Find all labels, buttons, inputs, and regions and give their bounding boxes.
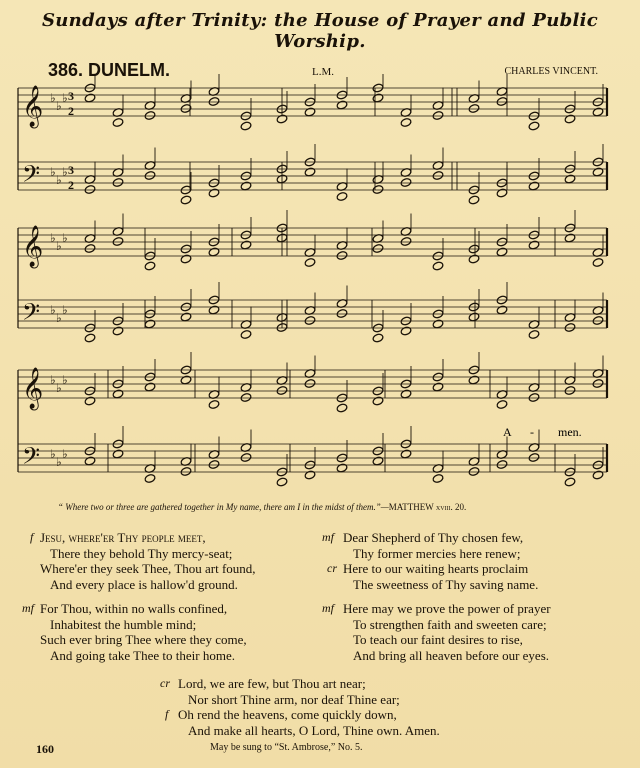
note-head bbox=[144, 382, 156, 392]
note-head bbox=[208, 97, 220, 107]
flat-icon: ♭ bbox=[50, 373, 56, 387]
note-head bbox=[208, 247, 220, 257]
amen-dash: - bbox=[530, 425, 534, 439]
note-head bbox=[528, 240, 540, 250]
flat-icon: ♭ bbox=[62, 231, 68, 245]
time-signature: 3 bbox=[68, 163, 74, 177]
note-head bbox=[432, 261, 444, 271]
staff-lines bbox=[18, 85, 607, 475]
note-head bbox=[240, 330, 252, 340]
note-head bbox=[144, 261, 156, 271]
note-head bbox=[208, 400, 220, 410]
note-head bbox=[304, 316, 316, 326]
note-head bbox=[400, 178, 412, 188]
note-head bbox=[276, 477, 288, 487]
note-head bbox=[432, 111, 444, 121]
note-head bbox=[144, 171, 156, 181]
note-head bbox=[180, 254, 192, 264]
note-head bbox=[372, 456, 384, 466]
verse-2-line-1: For Thou, within no walls confined, bbox=[40, 601, 228, 616]
verse-2 bbox=[40, 601, 247, 663]
flat-icon: ♭ bbox=[62, 165, 68, 179]
note-head bbox=[468, 375, 480, 385]
amen-syllable-men: men. bbox=[558, 425, 582, 439]
note-head bbox=[592, 379, 604, 389]
verse-2-dynamic: mf bbox=[22, 601, 34, 615]
flat-icon: ♭ bbox=[50, 231, 56, 245]
note-head bbox=[400, 449, 412, 459]
amen-syllable-a: A bbox=[503, 425, 512, 439]
verse-3-line-4: The sweetness of Thy saving name. bbox=[353, 576, 539, 592]
note-head bbox=[240, 240, 252, 250]
note-head bbox=[372, 185, 384, 195]
verse-5 bbox=[178, 676, 440, 738]
hymn-number-title: 386. DUNELM. bbox=[48, 60, 171, 80]
page-number: 160 bbox=[36, 742, 54, 756]
note-head bbox=[592, 258, 604, 268]
note-head bbox=[240, 453, 252, 463]
note-head bbox=[468, 254, 480, 264]
note-head bbox=[336, 403, 348, 413]
note-head bbox=[496, 400, 508, 410]
verse-1-line-2: There they behold Thy mercy-seat; bbox=[50, 545, 233, 561]
verse-4-line-3: To teach our faint desires to rise, bbox=[353, 632, 523, 647]
flat-icon: ♭ bbox=[56, 99, 62, 113]
time-signature: 2 bbox=[68, 104, 74, 118]
note-head bbox=[592, 470, 604, 480]
note-head bbox=[468, 104, 480, 114]
hymn-composer: CHARLES VINCENT. bbox=[504, 66, 598, 77]
note-head bbox=[84, 93, 96, 103]
note-head bbox=[112, 326, 124, 336]
note-head bbox=[528, 330, 540, 340]
verse-5-dynamic-2: f bbox=[165, 707, 169, 721]
note-head bbox=[208, 460, 220, 470]
flat-icon: ♭ bbox=[56, 239, 62, 253]
note-head bbox=[208, 305, 220, 315]
treble-clef-icon: 𝄞 bbox=[22, 368, 44, 409]
note-head bbox=[528, 121, 540, 131]
note-head bbox=[336, 463, 348, 473]
note-head bbox=[112, 449, 124, 459]
flat-icon: ♭ bbox=[50, 165, 56, 179]
flat-icon: ♭ bbox=[62, 91, 68, 105]
note-head bbox=[372, 93, 384, 103]
flat-icon: ♭ bbox=[62, 447, 68, 461]
note-head bbox=[496, 188, 508, 198]
note-head bbox=[592, 167, 604, 177]
note-head bbox=[240, 181, 252, 191]
note-head bbox=[112, 389, 124, 399]
note-head bbox=[496, 97, 508, 107]
note-head bbox=[432, 319, 444, 329]
note-head bbox=[304, 107, 316, 117]
verse-5-line-2: Nor short Thine arm, nor deaf Thine ear; bbox=[188, 691, 400, 707]
verse-3-line-2: Thy former mercies here renew; bbox=[353, 545, 521, 561]
note-head bbox=[592, 316, 604, 326]
verse-1-line-4: And every place is hallow'd ground. bbox=[50, 576, 238, 592]
verse-4-dynamic: mf bbox=[322, 601, 334, 615]
note-head bbox=[372, 333, 384, 343]
verse-4 bbox=[343, 601, 551, 663]
note-head bbox=[336, 192, 348, 202]
note-head bbox=[592, 107, 604, 117]
verse-5-dynamic: cr bbox=[160, 676, 170, 690]
note-head bbox=[276, 386, 288, 396]
note-head bbox=[240, 393, 252, 403]
note-head bbox=[304, 258, 316, 268]
bass-clef-icon: 𝄢 bbox=[22, 442, 41, 475]
note-head bbox=[208, 188, 220, 198]
flat-icon: ♭ bbox=[56, 311, 62, 325]
flat-icon: ♭ bbox=[56, 455, 62, 469]
note-head bbox=[400, 118, 412, 128]
music-notes bbox=[84, 74, 604, 487]
verse-5-line-1: Lord, we are few, but Thou art near; bbox=[178, 676, 366, 691]
verse-3-line-1: Dear Shepherd of Thy chosen few, bbox=[343, 530, 524, 545]
time-signature: 3 bbox=[68, 89, 74, 103]
treble-clef-icon: 𝄞 bbox=[22, 226, 44, 267]
note-head bbox=[496, 460, 508, 470]
note-head bbox=[432, 382, 444, 392]
bass-clef-icon: 𝄢 bbox=[22, 160, 41, 193]
verse-4-line-1: Here may we prove the power of prayer bbox=[343, 601, 551, 616]
verse-4-line-4: And bring all heaven before our eyes. bbox=[353, 647, 550, 663]
note-head bbox=[400, 326, 412, 336]
page-header: Sundays after Trinity: the House of Prayer and Public Worship. bbox=[42, 10, 598, 52]
verse-2-line-2: Inhabitest the humble mind; bbox=[50, 616, 197, 632]
treble-clef-icon: 𝄞 bbox=[22, 86, 44, 127]
note-head bbox=[336, 309, 348, 319]
note-head bbox=[336, 100, 348, 110]
verse-3 bbox=[343, 530, 538, 592]
flat-icon: ♭ bbox=[56, 173, 62, 187]
note-head bbox=[400, 389, 412, 399]
note-head bbox=[564, 114, 576, 124]
note-head bbox=[304, 167, 316, 177]
scripture-quote bbox=[58, 502, 588, 512]
music-score bbox=[0, 74, 640, 494]
verse-3-dynamic: mf bbox=[322, 530, 334, 544]
note-head bbox=[112, 237, 124, 247]
note-head bbox=[496, 247, 508, 257]
note-head bbox=[84, 185, 96, 195]
note-head bbox=[564, 477, 576, 487]
note-head bbox=[144, 319, 156, 329]
note-head bbox=[372, 244, 384, 254]
note-head bbox=[240, 121, 252, 131]
flat-icon: ♭ bbox=[62, 303, 68, 317]
time-signature: 2 bbox=[68, 178, 74, 192]
verse-4-line-2: To strengthen faith and sweeten care; bbox=[353, 616, 547, 632]
verse-1-line-1: Jesu, where'er Thy people meet, bbox=[40, 530, 206, 545]
note-head bbox=[304, 470, 316, 480]
note-head bbox=[180, 312, 192, 322]
note-head bbox=[336, 251, 348, 261]
note-head bbox=[84, 456, 96, 466]
verse-3-dynamic-2: cr bbox=[327, 561, 337, 575]
note-head bbox=[496, 305, 508, 315]
verse-2-line-3: Such ever bring Thee where they come, bbox=[40, 632, 247, 647]
verse-5-line-3: Oh rend the heavens, come quickly down, bbox=[178, 707, 397, 722]
note-head bbox=[432, 474, 444, 484]
note-head bbox=[432, 171, 444, 181]
note-head bbox=[84, 333, 96, 343]
note-head bbox=[84, 244, 96, 254]
note-head bbox=[84, 396, 96, 406]
note-head bbox=[276, 114, 288, 124]
note-head bbox=[372, 396, 384, 406]
note-head bbox=[528, 181, 540, 191]
note-head bbox=[528, 453, 540, 463]
scripture-text: “ Where two or three are gathered together in My name, there am I in the midst of them.”— bbox=[58, 502, 389, 512]
note-head bbox=[468, 312, 480, 322]
note-head bbox=[400, 237, 412, 247]
note-head bbox=[144, 474, 156, 484]
note-head bbox=[112, 118, 124, 128]
verse-3-line-3: Here to our waiting hearts proclaim bbox=[343, 561, 529, 576]
note-head bbox=[180, 195, 192, 205]
note-head bbox=[564, 323, 576, 333]
scripture-reference: MATTHEW xviii. 20. bbox=[388, 502, 467, 512]
hymn-meter: L.M. bbox=[312, 66, 334, 78]
note-head bbox=[528, 393, 540, 403]
verse-1-dynamic: f bbox=[30, 530, 34, 544]
verse-1 bbox=[40, 530, 256, 592]
note-head bbox=[564, 233, 576, 243]
flat-icon: ♭ bbox=[50, 91, 56, 105]
flat-icon: ♭ bbox=[56, 381, 62, 395]
note-head bbox=[180, 375, 192, 385]
verse-1-line-3: Where'er they seek Thee, Thou art found, bbox=[40, 561, 256, 576]
note-head bbox=[112, 178, 124, 188]
note-head bbox=[564, 174, 576, 184]
flat-icon: ♭ bbox=[50, 303, 56, 317]
flat-icon: ♭ bbox=[62, 373, 68, 387]
note-head bbox=[468, 195, 480, 205]
bass-clef-icon: 𝄢 bbox=[22, 298, 41, 331]
verse-5-line-4: And make all hearts, O Lord, Thine own. Amen. bbox=[188, 722, 440, 738]
note-head bbox=[144, 111, 156, 121]
note-head bbox=[180, 467, 192, 477]
alternate-tune-note: May be sung to “St. Ambrose,” No. 5. bbox=[210, 742, 363, 753]
note-head bbox=[304, 379, 316, 389]
note-head bbox=[468, 467, 480, 477]
flat-icon: ♭ bbox=[50, 447, 56, 461]
note-head bbox=[564, 386, 576, 396]
verse-2-line-4: And going take Thee to their home. bbox=[50, 647, 235, 663]
